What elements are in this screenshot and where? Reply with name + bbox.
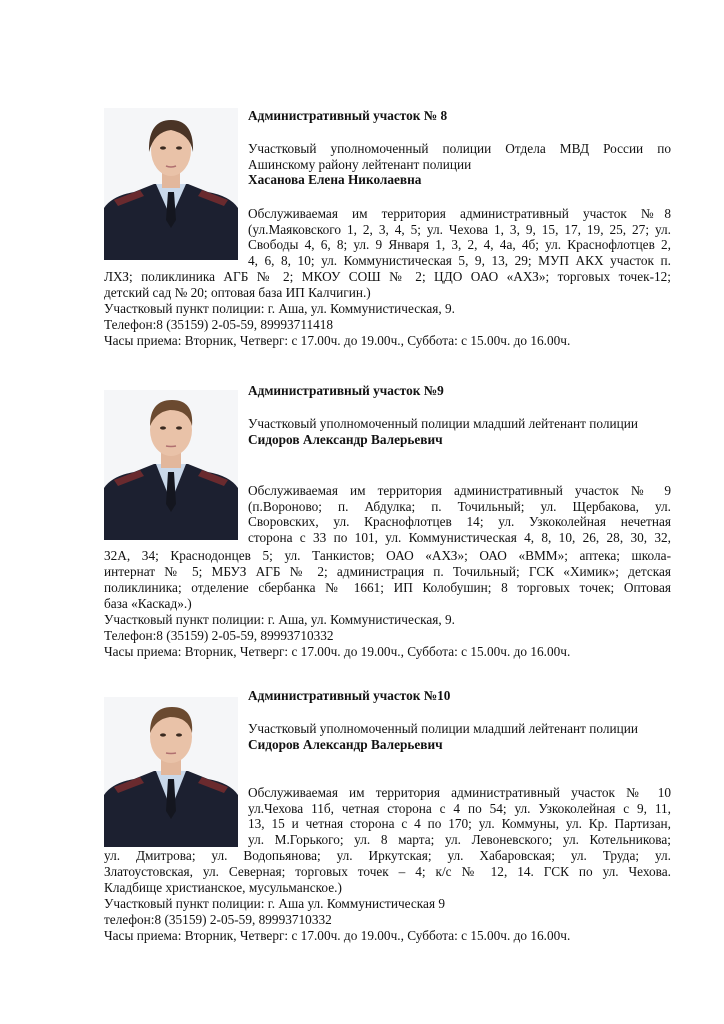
territory-line: Кладбище христианское, мусульманское.) [104,880,342,895]
precinct-title: Административный участок №9 [248,383,444,398]
territory-line: ул. М.Горького; ул. 8 марта; ул. Левоневского; ул. Котельникова; [248,832,671,848]
precinct-section-9 [104,383,671,673]
territory-line: Своровских, ул. Краснофлотцев 14; ул. Узкоколейная нечетная [248,514,671,530]
reception-hours: Часы приема: Вторник, Четверг: с 17.00ч. до 19.00ч., Суббота: с 15.00ч. до 16.00ч. [104,333,571,348]
female-officer-portrait-icon [104,108,238,260]
territory-line: поликлиника; отделение сбербанка № 1661; ИП Колобушин; 8 торговых точек; Оптовая [104,580,671,595]
officer-position: Участковый уполномоченный полиции младший лейтенант полиции [248,721,638,736]
territory-block [248,206,671,269]
territory-line: (ул.Маяковского 1, 2, 3, 4, 5; ул. Чехова 1, 3, 9, 15, 17, 19, 25, 27; ул. [248,221,671,237]
precinct-title: Административный участок № 8 [248,108,448,123]
territory-line: 13, 15 и четная сторона с 4 по 170; ул. Коммуны, ул. Кр. Партизан, [248,816,671,832]
territory-line: ул. Дмитрова; ул. Водопьянова; ул. Иркутская; ул. Хабаровская; ул. Труда; ул. [104,848,671,863]
officer-name: Сидоров Александр Валерьевич [248,431,443,447]
officer-photo [104,108,238,260]
territory-line: детский сад № 20; оптовая база ИП Калчигин.) [104,285,371,300]
police-office-address: Участковый пункт полиции: г. Аша, ул. Коммунистическая, 9. [104,612,456,627]
territory-line: Обслуживаемая им территория административный участок № 9 [248,483,671,498]
territory-line: Златоустовская, ул. Северная; торговых точек – 4; к/с № 12, 14. ГСК по ул. Чехова. [104,864,671,879]
section-header-block [248,383,671,447]
officer-position: Участковый уполномоченный полиции младший лейтенант полиции [248,416,638,431]
precinct-section-10 [104,688,671,958]
officer-position: Участковый уполномоченный полиции Отдела МВД России по Ашинскому району лейтенант полиции [248,141,671,172]
police-office-address: Участковый пункт полиции: г. Аша, ул. Коммунистическая, 9. [104,301,456,316]
officer-name: Сидоров Александр Валерьевич [248,736,443,752]
territory-line: Обслуживаемая им территория административный участок № 10 [248,785,671,800]
precinct-section-8 [104,108,671,368]
police-office-address: Участковый пункт полиции: г. Аша ул. Коммунистическая 9 [104,896,446,911]
male-officer-portrait-icon [104,390,238,540]
male-officer-portrait-icon [104,697,238,847]
territory-line: интернат № 5; МБУЗ АГБ № 2; администрация п. Точильный; ГСК «Химик»; детская [104,564,671,579]
territory-line: ул.Чехова 11б, четная сторона с 4 по 54; ул. Узкоколейная с 9, 11, [248,800,671,816]
reception-hours: Часы приема: Вторник, Четверг: с 17.00ч. до 19.00ч., Суббота: с 15.00ч. до 16.00ч. [104,928,571,943]
officer-name: Хасанова Елена Николаевна [248,172,422,188]
precinct-title: Административный участок №10 [248,688,451,703]
territory-line: 32А, 34; Краснодонцев 5; ул. Танкистов; ОАО «АХЗ»; ОАО «ВММ»; аптека; школа- [104,548,671,563]
section-header-block [248,688,671,752]
territory-line: сторона с 33 по 101, ул. Коммунистическая 4, 8, 10, 26, 28, 30, 32, [248,530,671,546]
section-header-block [248,108,671,188]
territory-line: база «Каскад».) [104,596,192,611]
officer-photo [104,390,238,540]
territory-line: Обслуживаемая им территория административный участок №8 [248,206,671,221]
phone-number: телефон:8 (35159) 2-05-59, 89993710332 [104,912,332,927]
territory-line: ЛХЗ; поликлиника АГБ № 2; МКОУ СОШ № 2; ЦДО ОАО «АХЗ»; торговых точек-12; [104,269,671,284]
territory-line: 4, 6, 8, 10; ул. Коммунистическая 5, 9, 13, 29; МУП АКХ участок п. [248,253,671,269]
territory-line: (п.Вороново; п. Абдулка; п. Точильный; ул. Щербакова, ул. [248,498,671,514]
territory-line: Свободы 4, 6, 8; ул. 9 Января 1, 3, 2, 4, 4а, 4б; ул. Краснофлотцев 2, [248,237,671,253]
officer-photo [104,697,238,847]
territory-block [248,785,671,848]
reception-hours: Часы приема: Вторник, Четверг: с 17.00ч. до 19.00ч., Суббота: с 15.00ч. до 16.00ч. [104,644,571,659]
phone-number: Телефон:8 (35159) 2-05-59, 89993711418 [104,317,334,332]
phone-number: Телефон:8 (35159) 2-05-59, 89993710332 [104,628,334,643]
territory-block [248,483,671,546]
